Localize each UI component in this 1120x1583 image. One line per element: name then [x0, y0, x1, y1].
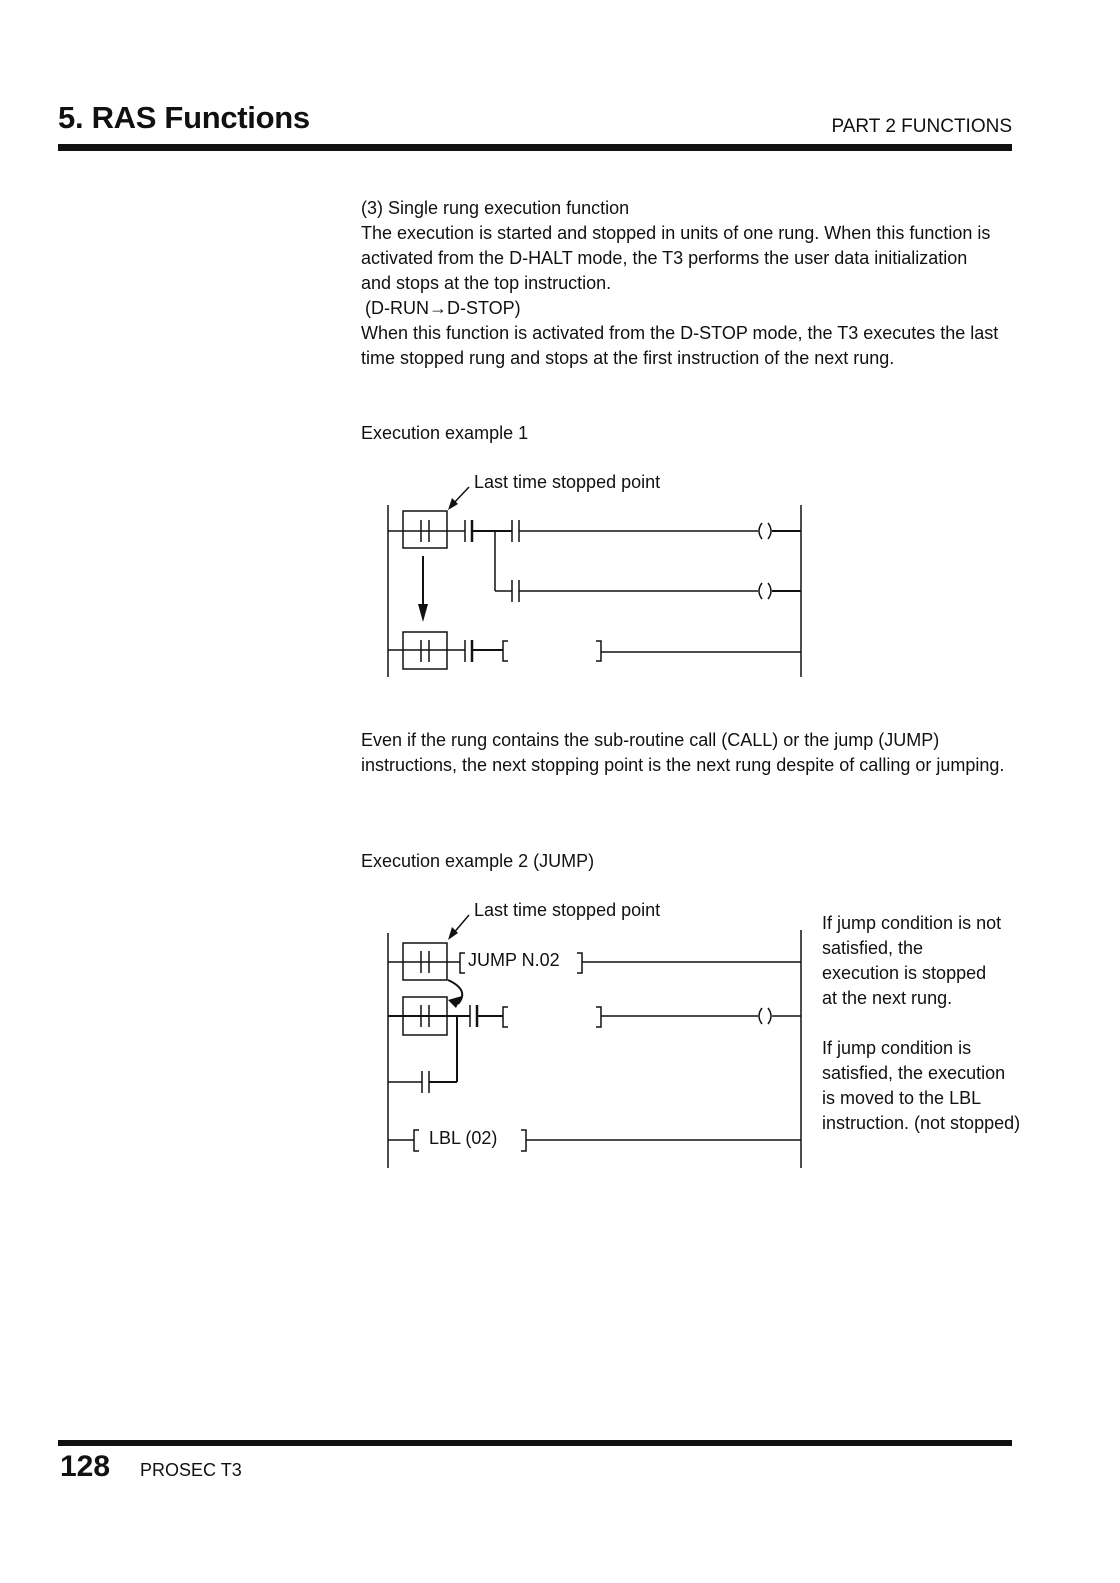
- example2-annotation: Last time stopped point: [474, 900, 661, 920]
- mode-transition: (D-RUN→D-STOP): [365, 298, 521, 318]
- note-not-satisfied: If jump condition is not satisfied, the execution is stopped at the next rung.: [822, 913, 1002, 1008]
- note-satisfied: If jump condition is satisfied, the execution is moved to the LBL instruction. (not stopped): [822, 1038, 1021, 1133]
- example1-annotation: Last time stopped point: [474, 472, 661, 492]
- lbl-instruction: LBL (02): [429, 1128, 498, 1148]
- footer-rule: [58, 1440, 1012, 1446]
- section-heading: (3) Single rung execution function: [361, 198, 630, 218]
- jump-instruction: JUMP N.02: [468, 950, 560, 970]
- middle-paragraph: Even if the rung contains the sub-routine call (CALL) or the jump (JUMP) instructions, the next stopping point is the next rung despite of calling or jumping.: [361, 730, 1005, 775]
- paragraph-dstop: When this function is activated from the D-STOP mode, the T3 executes the last time stopped rung and stops at the first instruction of the next rung.: [361, 323, 999, 368]
- product-name: PROSEC T3: [140, 1460, 242, 1480]
- chapter-title: 5. RAS Functions: [58, 100, 310, 135]
- page-number: 128: [60, 1450, 111, 1483]
- paragraph-dhalt: The execution is started and stopped in units of one rung. When this function is activated from the D-HALT mode, the T3 performs the user data initialization and stops at the top instruction.: [361, 223, 991, 293]
- down-arrow-icon: [418, 604, 428, 622]
- part-label: PART 2 FUNCTIONS: [831, 116, 1012, 137]
- example1-label: Execution example 1: [361, 423, 529, 443]
- side-notes: [822, 911, 1032, 1161]
- example2-label: Execution example 2 (JUMP): [361, 851, 595, 871]
